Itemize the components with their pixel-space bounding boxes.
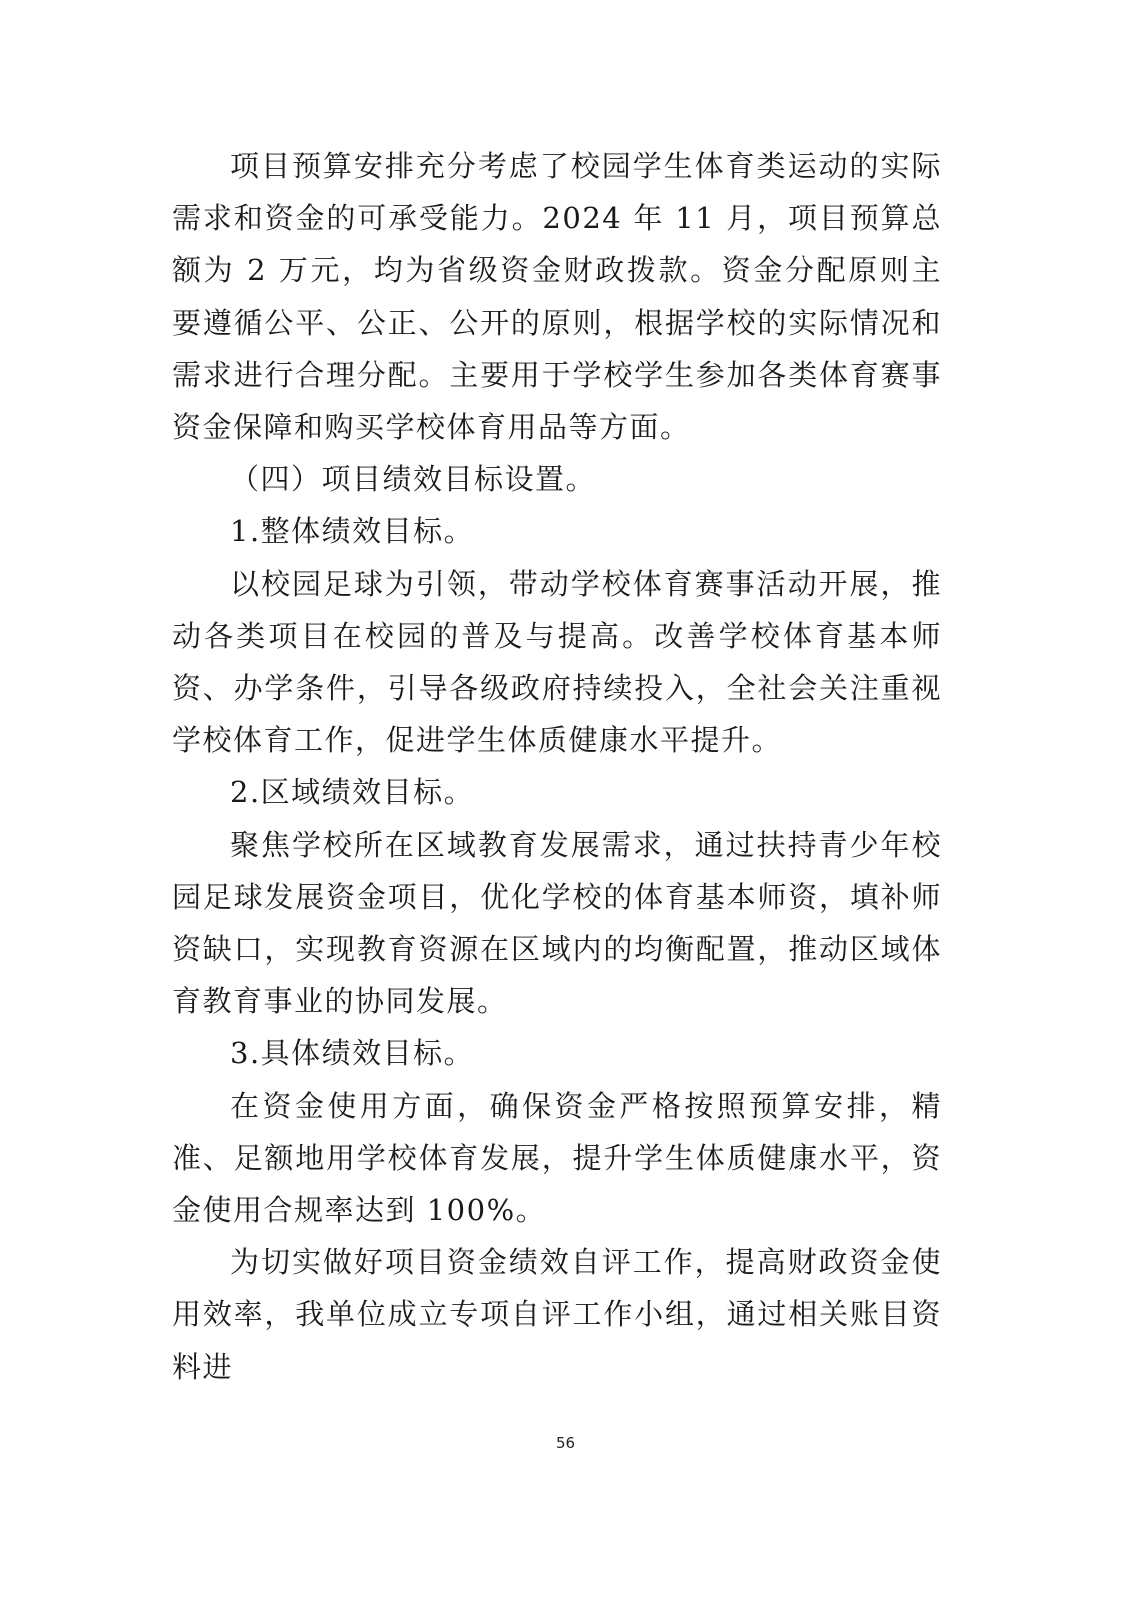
subheading-regional-goal: 2.区域绩效目标。 <box>230 775 475 810</box>
subheading-specific-goal: 3.具体绩效目标。 <box>230 1036 475 1071</box>
paragraph-budget-arrangement: 项目预算安排充分考虑了校园学生体育类运动的实际需求和资金的可承受能力。2024 年 11 月，项目预算总额为 2 万元，均为省级资金财政拨款。资金分配原则主要遵循公平、公正、公开的原则，根据学校的实际情况和需求进行合理分配。主要用于学校学生参加各类体育赛事资金保障和购买学校体育用品等方面。 <box>172 149 942 445</box>
paragraph-regional-goal: 聚焦学校所在区域教育发展需求，通过扶持青少年校园足球发展资金项目，优化学校的体育基本师资，填补师资缺口，实现教育资源在区域内的均衡配置，推动区域体育教育事业的协同发展。 <box>172 827 942 1019</box>
paragraph-self-evaluation: 为切实做好项目资金绩效自评工作，提高财政资金使用效率，我单位成立专项自评工作小组，通过相关账目资料进 <box>172 1245 942 1384</box>
section-heading-performance-goals: （四）项目绩效目标设置。 <box>230 462 597 497</box>
body-text <box>172 140 942 1393</box>
paragraph-specific-goal: 在资金使用方面，确保资金严格按照预算安排，精准、足额地用学校体育发展，提升学生体质健康水平，资金使用合规率达到 100%。 <box>172 1088 942 1228</box>
page-number: 56 <box>555 1434 576 1452</box>
subheading-overall-goal: 1.整体绩效目标。 <box>230 514 475 549</box>
paragraph-overall-goal: 以校园足球为引领，带动学校体育赛事活动开展，推动各类项目在校园的普及与提高。改善学校体育基本师资、办学条件，引导各级政府持续投入，全社会关注重视学校体育工作，促进学生体质健康水平提升。 <box>172 566 942 758</box>
